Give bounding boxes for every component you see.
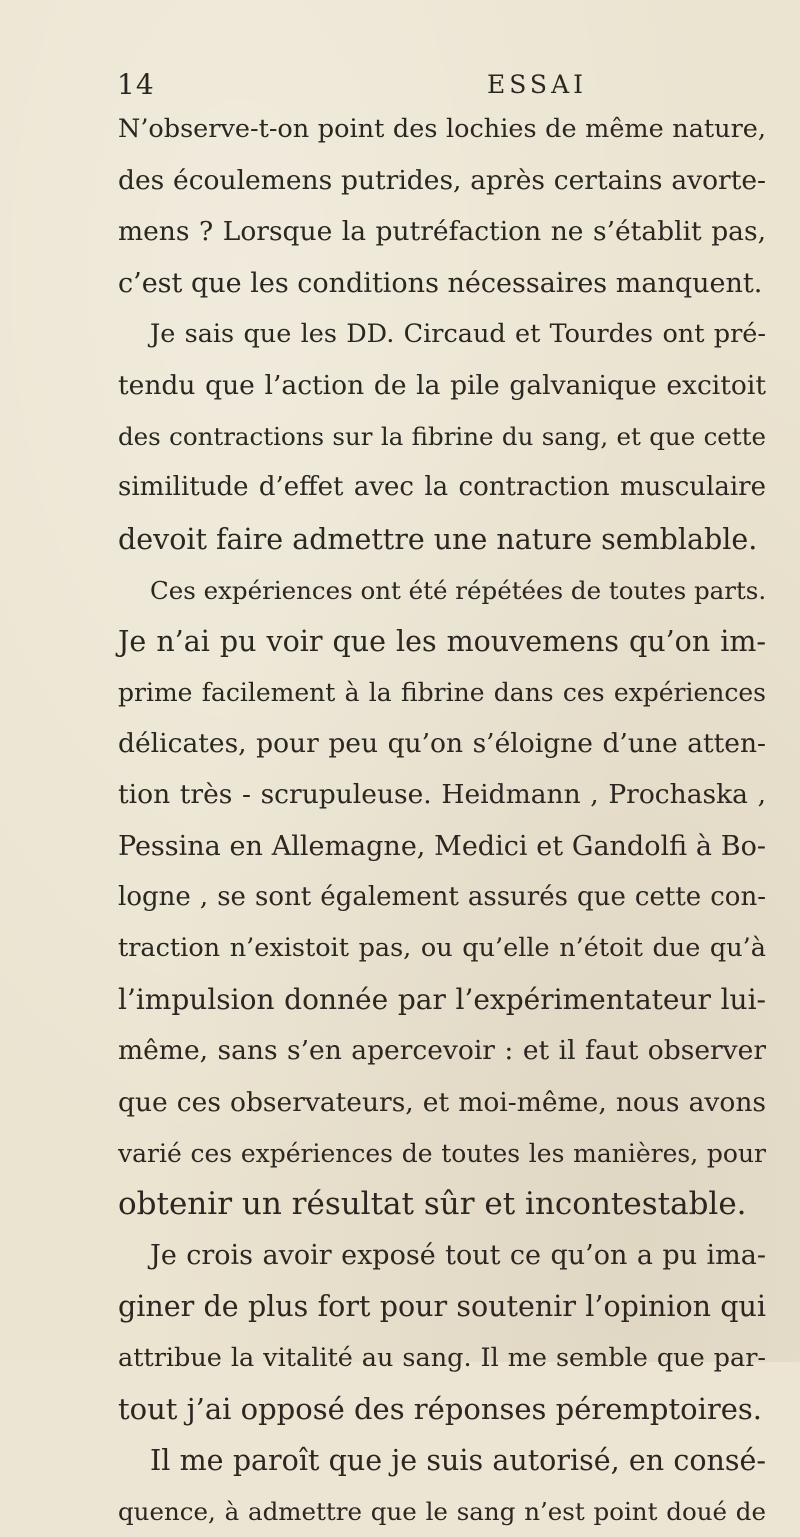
text-line: tion très - scrupuleuse. Heidmann , Prochaska , <box>118 779 766 811</box>
text-line: Je n’ai pu voir que les mouvemens qu’on im- <box>118 624 766 658</box>
text-line: quence, à admettre que le sang n’est point doué de <box>118 1497 766 1527</box>
text-line: traction n’existoit pas, ou qu’elle n’étoit due qu’à <box>118 933 766 963</box>
text-line: mens ? Lorsque la putréfaction ne s’établit pas, <box>118 216 766 248</box>
text-line: l’impulsion donnée par l’expérimentateur lui- <box>118 983 766 1017</box>
text-line: que ces observateurs, et moi-même, nous avons <box>118 1086 766 1118</box>
text-line: tout j’ai opposé des réponses péremptoires. <box>118 1391 762 1426</box>
text-line: des contractions sur la fibrine du sang, et que cette <box>118 422 766 452</box>
text-line: Il me paroît que je suis autorisé, en consé- <box>150 1443 766 1477</box>
text-line: même, sans s’en apercevoir : et il faut observer <box>118 1035 766 1067</box>
text-line: N’observe-t-on point des lochies de même nature, <box>118 114 766 144</box>
text-line: des écoulemens putrides, après certains avorte- <box>118 165 766 197</box>
text-line: Je crois avoir exposé tout ce qu’on a pu ima- <box>150 1240 766 1272</box>
page-number: 14 <box>117 68 155 101</box>
text-line: similitude d’effet avec la contraction musculaire <box>118 472 766 503</box>
text-line: logne , se sont également assurés que cette con- <box>118 881 766 912</box>
running-title: ESSAI <box>487 70 587 99</box>
page-header <box>117 68 587 102</box>
text-line: tendu que l’action de la pile galvanique excitoit <box>118 369 766 401</box>
text-line: Je sais que les DD. Circaud et Tourdes ont pré- <box>150 318 766 349</box>
text-line: obtenir un résultat sûr et incontestable. <box>118 1185 747 1222</box>
text-line: prime facilement à la fibrine dans ces expériences <box>118 678 766 708</box>
body-text <box>118 104 766 1537</box>
text-line: c’est que les conditions nécessaires manquent. <box>118 267 763 299</box>
text-line: Ces expériences ont été répétées de toutes parts. <box>150 575 767 605</box>
text-line: devoit faire admettre une nature semblable. <box>118 522 758 556</box>
text-line: Pessina en Allemagne, Medici et Gandolfi à Bo- <box>118 830 766 862</box>
text-line: giner de plus fort pour soutenir l’opinion qui <box>118 1290 766 1324</box>
text-line: délicates, pour peu qu’on s’éloigne d’une atten- <box>118 728 766 760</box>
text-line: varié ces expériences de toutes les manières, pour <box>118 1138 766 1168</box>
text-line: attribue la vitalité au sang. Il me semble que par- <box>118 1342 766 1373</box>
